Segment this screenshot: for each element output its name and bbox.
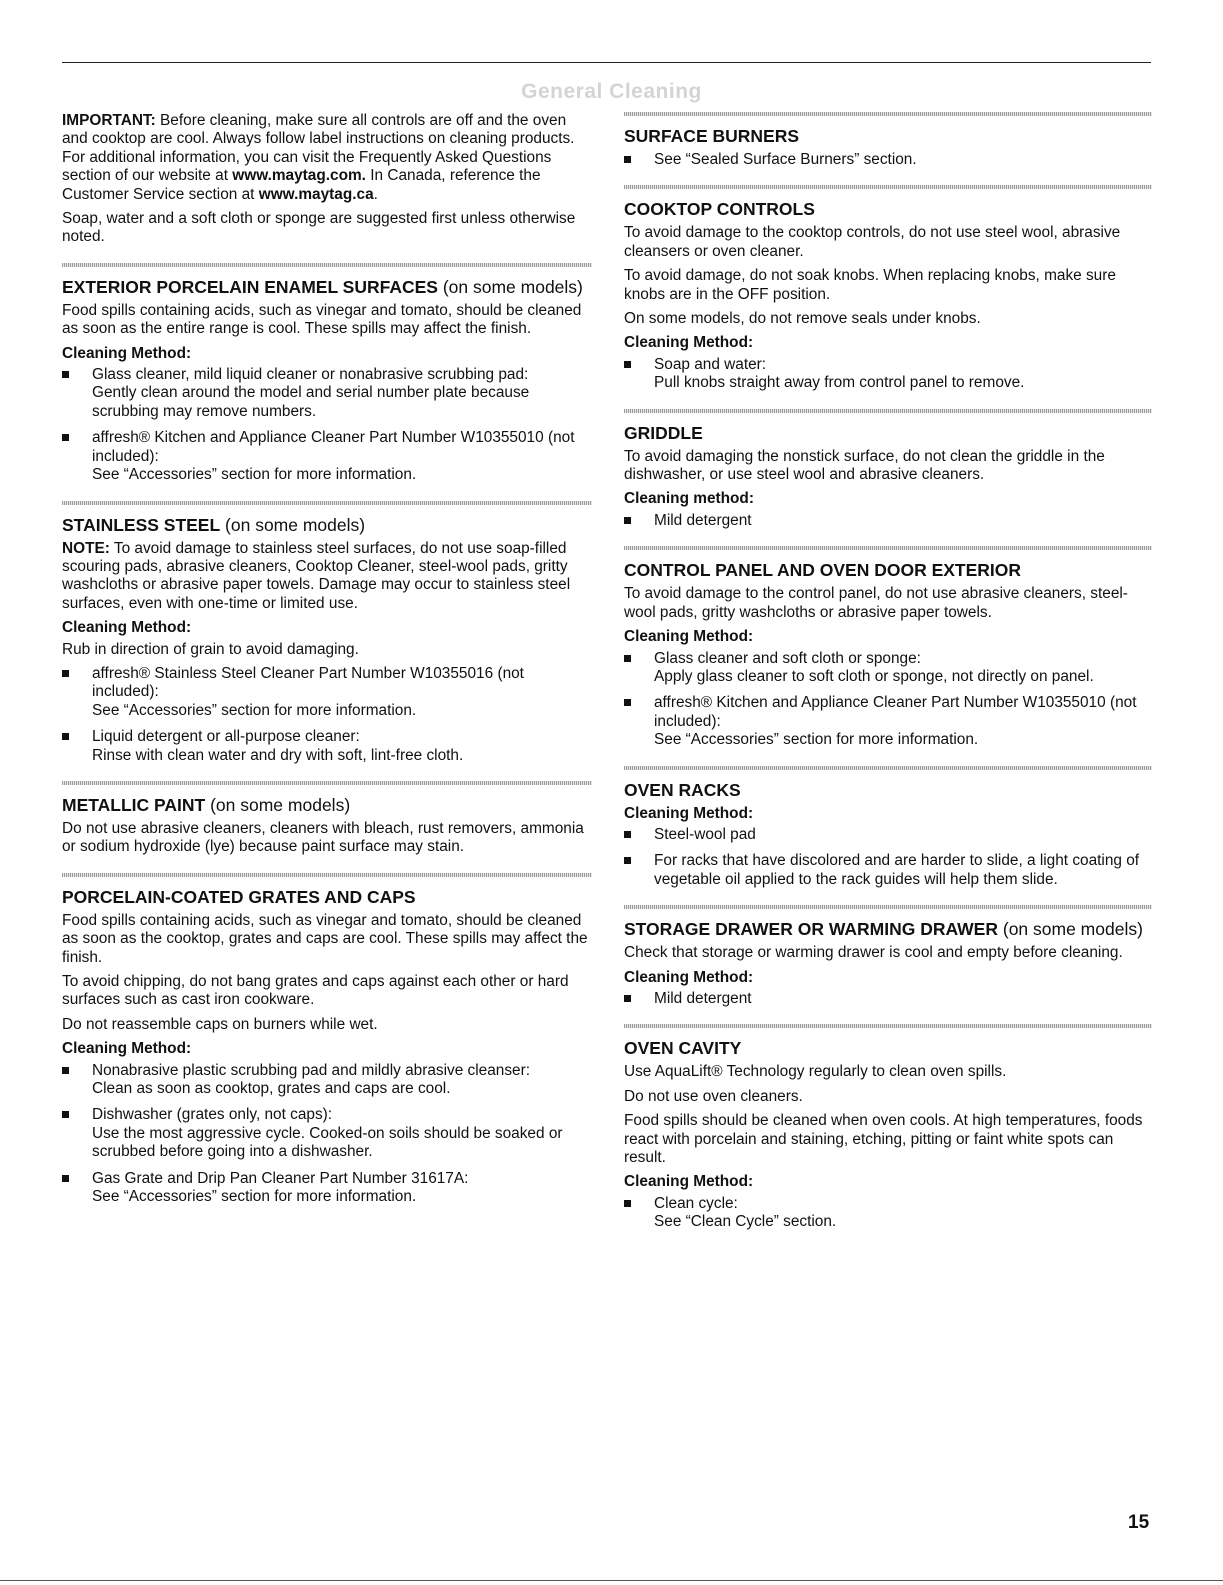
list-item (624, 694, 1152, 749)
cleaning-method-label: Cleaning Method: (624, 968, 754, 986)
heading-title: STORAGE DRAWER OR WARMING DRAWER (624, 919, 998, 940)
list-item (62, 728, 592, 765)
heading-subtitle: (on some models) (437, 276, 583, 297)
website-us-link[interactable]: www.maytag.com. (232, 167, 366, 185)
item-second-line: Pull knobs straight away from control panel to remove. (654, 374, 1025, 392)
body-text: To avoid damage, do not soak knobs. When replacing knobs, make sure knobs are in the OFF position. (624, 267, 1116, 303)
heading-title: CONTROL PANEL AND OVEN DOOR EXTERIOR (624, 560, 1022, 581)
heading-title: OVEN CAVITY (624, 1038, 742, 1059)
heading-subtitle: (on some models) (998, 919, 1143, 940)
section-heading (624, 559, 1152, 581)
heading-subtitle: (on some models) (205, 794, 351, 815)
heading-title: METALLIC PAINT (62, 794, 206, 815)
item-first-line: Liquid detergent or all-purpose cleaner: (92, 728, 360, 746)
section-divider (62, 263, 592, 267)
canada-text: In Canada, reference the Customer Service section at (62, 167, 541, 203)
item-first-line: affresh® Kitchen and Appliance Cleaner Part Number W10355010 (not included): (654, 694, 1137, 730)
section-divider (62, 501, 592, 505)
cleaning-method-label: Cleaning Method: (62, 1040, 192, 1058)
cleaning-method-label: Cleaning Method: (62, 619, 192, 637)
website-ca-link[interactable]: www.maytag.ca (258, 185, 374, 203)
cleaning-method-label: Cleaning Method: (62, 344, 192, 362)
method-list (624, 826, 1152, 889)
section-divider (624, 546, 1152, 550)
method-list (62, 366, 592, 484)
body-text: Use AquaLift® Technology regularly to clean oven spills. (624, 1063, 1007, 1081)
item-first-line: Nonabrasive plastic scrubbing pad and mildly abrasive cleanser: (92, 1061, 531, 1079)
heading-title: EXTERIOR PORCELAIN ENAMEL SURFACES (62, 276, 438, 297)
method-list (624, 356, 1152, 393)
heading-title: OVEN RACKS (624, 779, 741, 800)
body-text: Food spills should be cleaned when oven cools. At high temperatures, foods react with porcelain and staining, etching, pitting or faint white spots can result. (624, 1112, 1143, 1166)
item-second-line: Use the most aggressive cycle. Cooked-on soils should be soaked or scrubbed before going into a dishwasher. (92, 1124, 563, 1161)
important-text: Before cleaning, make sure all controls are off and the oven and cooktop are cool. Always follow label instructions on cleaning products. For additional information, you can visit the Frequently Asked Questions section of our website at (62, 112, 575, 185)
body-text: To avoid damage to the cooktop controls, do not use steel wool, abrasive cleansers or oven cleaner. (624, 224, 1121, 260)
important-label: IMPORTANT: (62, 112, 156, 129)
item-first-line: Glass cleaner and soft cloth or sponge: (654, 649, 921, 667)
item-first-line: Dishwasher (grates only, not caps): (92, 1106, 333, 1124)
left-column (62, 112, 592, 1214)
cavity-section (624, 1037, 1152, 1231)
list-item (624, 512, 1152, 530)
section-heading (624, 1037, 1152, 1059)
method-list (624, 650, 1152, 750)
cleaning-method-label: Cleaning Method: (624, 804, 754, 822)
item-first-line: affresh® Kitchen and Appliance Cleaner Part Number W10355010 (not included): (92, 429, 575, 465)
racks-section (624, 779, 1152, 890)
method-list (62, 665, 592, 765)
body-text: To avoid chipping, do not bang grates and caps against each other or hard surfaces such as cast iron cookware. (62, 973, 569, 1009)
control-panel-section (624, 559, 1152, 749)
cooktop-section (624, 198, 1152, 392)
section-heading (62, 276, 592, 298)
method-list (624, 151, 1152, 169)
right-column (624, 112, 1152, 1240)
body-text: Do not use abrasive cleaners, cleaners with bleach, rust removers, ammonia or sodium hydroxide (lye) because paint surface may stain. (62, 819, 584, 856)
body-text: To avoid damage to the control panel, do not use abrasive cleaners, steel-wool pads, gritty washcloths or abrasive paper towels. (624, 585, 1128, 621)
body-text: Do not reassemble caps on burners while wet. (62, 1015, 378, 1033)
item-second-line: See “Clean Cycle” section. (654, 1213, 837, 1231)
list-item (624, 826, 1152, 844)
section-divider (624, 1024, 1152, 1028)
heading-title: COOKTOP CONTROLS (624, 199, 815, 220)
cleaning-method-label: Cleaning Method: (624, 334, 754, 352)
item-first-line: Glass cleaner, mild liquid cleaner or nonabrasive scrubbing pad: (92, 366, 529, 384)
section-heading (624, 198, 1152, 220)
section-heading (62, 514, 592, 536)
top-rule (62, 62, 1151, 63)
exterior-section (62, 276, 592, 485)
item-first-line: Mild detergent (654, 989, 752, 1007)
method-list (62, 1062, 592, 1207)
section-divider (624, 112, 1152, 116)
grates-section (62, 886, 592, 1207)
stainless-section (62, 514, 592, 765)
item-second-line: Clean as soon as cooktop, grates and caps are cool. (92, 1080, 451, 1098)
item-first-line: For racks that have discolored and are harder to slide, a light coating of vegetable oil applied to the rack guides will help them slide. (654, 852, 1140, 888)
section-divider (62, 781, 592, 785)
item-second-line: See “Accessories” section for more information. (654, 731, 979, 749)
section-divider (62, 873, 592, 877)
body-text: Check that storage or warming drawer is cool and empty before cleaning. (624, 944, 1123, 962)
list-item (62, 665, 592, 720)
item-second-line: See “Accessories” section for more information. (92, 701, 417, 719)
list-item (624, 151, 1152, 169)
body-text: Rub in direction of grain to avoid damaging. (62, 640, 359, 658)
item-first-line: Mild detergent (654, 511, 752, 529)
cleaning-method-label: Cleaning method: (624, 490, 754, 508)
section-heading (624, 918, 1152, 940)
item-first-line: Gas Grate and Drip Pan Cleaner Part Number 31617A: (92, 1169, 469, 1187)
list-item (62, 429, 592, 484)
section-heading (624, 779, 1152, 801)
item-first-line: Steel-wool pad (654, 825, 756, 843)
method-list (624, 990, 1152, 1008)
section-divider (624, 409, 1152, 413)
page-title: General Cleaning (521, 80, 702, 103)
item-second-line: Apply glass cleaner to soft cloth or sponge, not directly on panel. (654, 667, 1094, 685)
heading-title: PORCELAIN-COATED GRATES AND CAPS (62, 886, 416, 907)
heading-subtitle: (on some models) (220, 514, 366, 535)
list-item (624, 650, 1152, 687)
list-item (624, 852, 1152, 889)
heading-title: SURFACE BURNERS (624, 126, 800, 146)
item-first-line: Soap and water: (654, 355, 767, 373)
section-heading (624, 125, 1152, 147)
heading-title: STAINLESS STEEL (62, 514, 221, 535)
body-text: Food spills containing acids, such as vinegar and tomato, should be cleaned as soon as the cooktop, grates and caps are cool. These spills may affect the finish. (62, 911, 588, 966)
item-second-line: See “Accessories” section for more information. (92, 466, 417, 484)
section-heading (62, 886, 592, 908)
list-item (62, 1170, 592, 1207)
item-second-line: Rinse with clean water and dry with soft, lint-free cloth. (92, 746, 464, 764)
bottom-rule (0, 1580, 1223, 1581)
list-item (62, 1106, 592, 1161)
body-text: Food spills containing acids, such as vinegar and tomato, should be cleaned as soon as the entire range is cool. These spills may affect the finish. (62, 301, 582, 338)
note-paragraph (62, 540, 592, 614)
body-text: On some models, do not remove seals under knobs. (624, 310, 981, 328)
list-item (62, 1062, 592, 1099)
item-first-line: Clean cycle: (654, 1194, 738, 1212)
section-divider (624, 185, 1152, 189)
item-second-line: Gently clean around the model and serial number plate because scrubbing may remove numbers. (92, 384, 530, 420)
important-paragraph (62, 112, 592, 204)
section-divider (624, 905, 1152, 909)
page-number: 15 (1128, 1512, 1150, 1533)
griddle-section (624, 422, 1152, 531)
item-first-line: See “Sealed Surface Burners” section. (654, 151, 917, 168)
body-text: To avoid damaging the nonstick surface, do not clean the griddle in the dishwasher, or use steel wool and abrasive cleaners. (624, 447, 1105, 484)
drawer-section (624, 918, 1152, 1008)
list-item (624, 1195, 1152, 1232)
section-heading (624, 422, 1152, 444)
section-heading (62, 794, 592, 816)
list-item (624, 990, 1152, 1008)
soap-paragraph: Soap, water and a soft cloth or sponge are suggested first unless otherwise noted. (62, 210, 576, 246)
section-divider (624, 766, 1152, 770)
method-list (624, 1195, 1152, 1232)
cleaning-method-label: Cleaning Method: (624, 628, 754, 646)
list-item (624, 356, 1152, 393)
note-label: NOTE: (62, 539, 110, 557)
body-text: Do not use oven cleaners. (624, 1087, 803, 1105)
metallic-section (62, 794, 592, 857)
item-second-line: See “Accessories” section for more information. (92, 1188, 417, 1206)
burners-section (624, 125, 1152, 169)
heading-title: GRIDDLE (624, 422, 703, 443)
method-list (624, 512, 1152, 530)
cleaning-method-label: Cleaning Method: (624, 1173, 754, 1191)
list-item (62, 366, 592, 421)
note-text: To avoid damage to stainless steel surfaces, do not use soap-filled scouring pads, abrasive cleaners, Cooktop Cleaner, steel-wool pads, gritty washcloths or abrasive paper towels. Damage may occur to stainless steel surfaces, even with one-time or limited use. (62, 539, 571, 612)
period: . (373, 185, 378, 203)
item-first-line: affresh® Stainless Steel Cleaner Part Number W10355016 (not included): (92, 664, 524, 701)
